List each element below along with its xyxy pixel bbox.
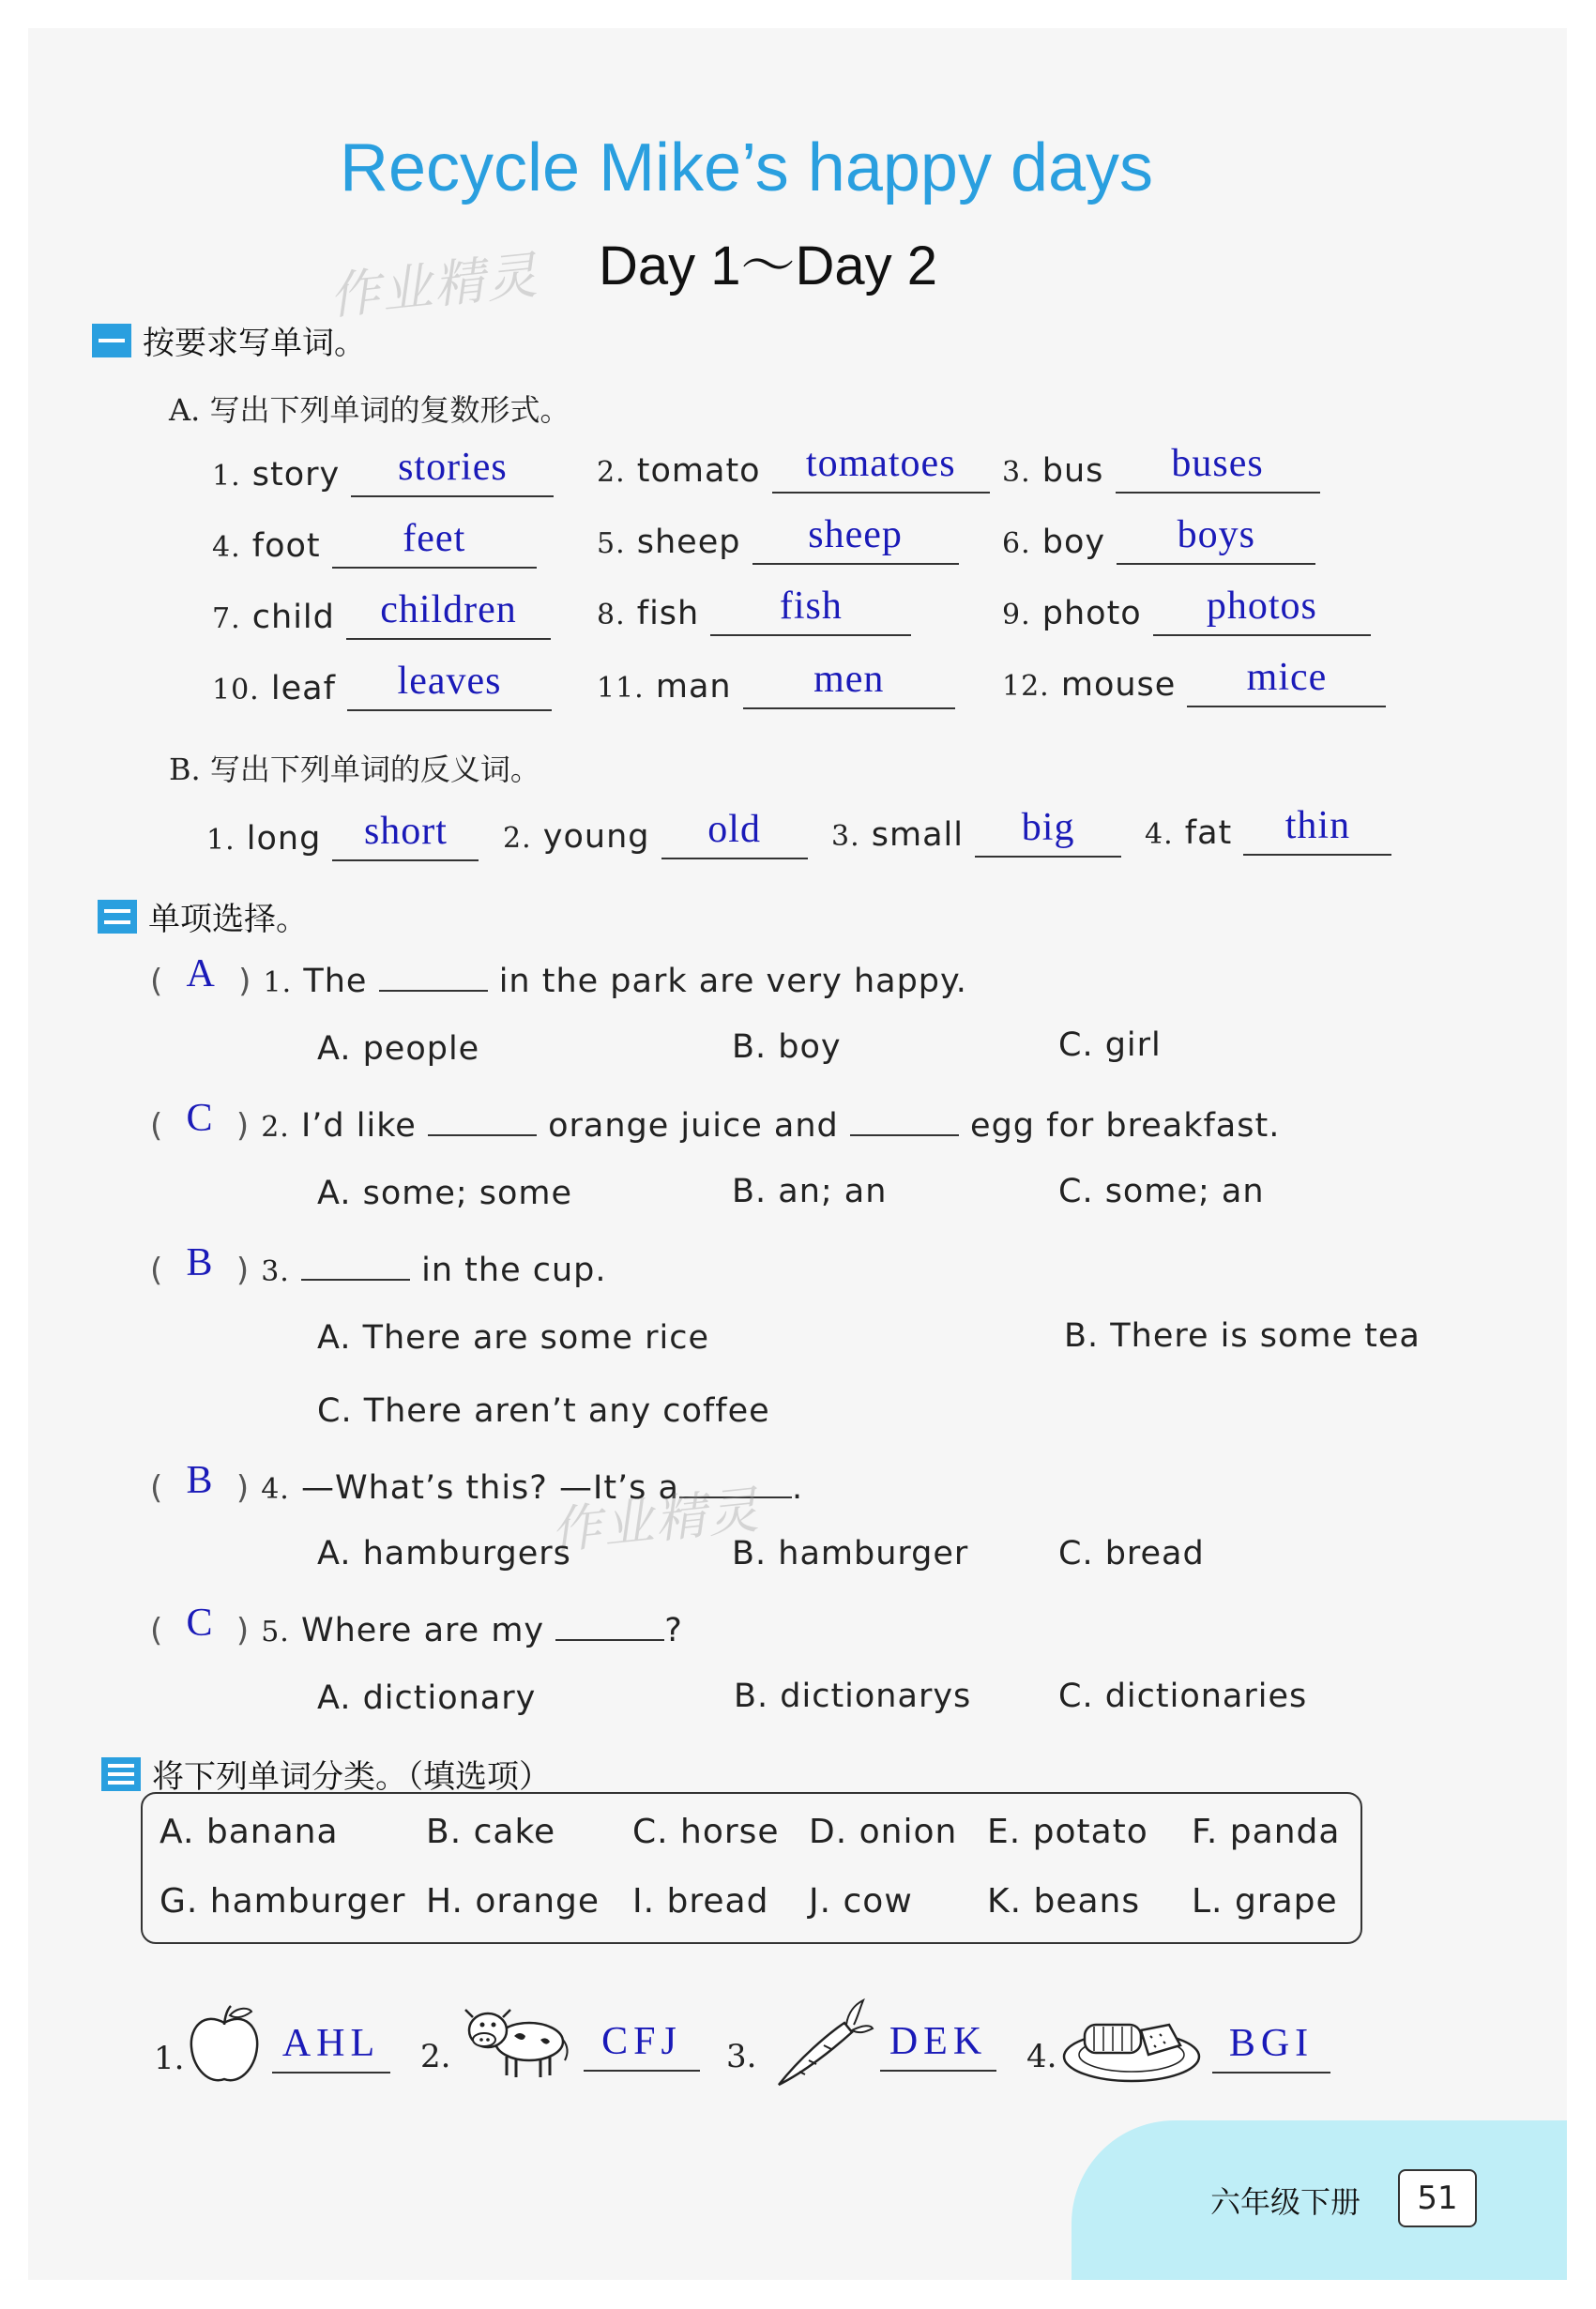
option-b: B. hamburger (732, 1535, 969, 1572)
word-bank-item: G. hamburger (160, 1882, 406, 1921)
plural-item: 1. story stories (212, 450, 554, 497)
plural-item: 5. sheep sheep (597, 518, 959, 565)
carrot-icon (771, 1997, 874, 2090)
answer-text: photos (1206, 585, 1317, 628)
answer-text: CFJ (601, 2020, 682, 2063)
word-bank-item: A. banana (160, 1813, 339, 1851)
option-c: C. girl (1058, 1026, 1162, 1064)
plural-item: 9. photo photos (1002, 589, 1371, 636)
grade-label: 六年级下册 (1210, 2184, 1361, 2220)
answer-text: children (380, 588, 517, 631)
question-3: ( B ) 3. in the cup. (150, 1241, 607, 1289)
option-b: B. an; an (732, 1173, 888, 1210)
plural-item: 12. mouse mice (1002, 661, 1386, 707)
word-bank-item: H. orange (426, 1882, 600, 1921)
page-number: 51 (1398, 2169, 1477, 2227)
answer-text: short (363, 810, 448, 853)
question-1: ( A ) 1. The in the park are very happy. (150, 952, 967, 1000)
page-subtitle: Day 1～Day 2 (599, 235, 938, 296)
category-number: 1. (154, 2040, 185, 2077)
category-number: 2. (420, 2038, 451, 2075)
plural-item: 3. bus buses (1002, 447, 1320, 494)
answer-text: A (186, 952, 216, 995)
option-b: B. There is some tea (1064, 1317, 1421, 1355)
answer-text: big (1021, 806, 1075, 849)
antonym-item: 1. long short (206, 814, 479, 861)
answer-text: buses (1171, 442, 1264, 485)
option-a: A. There are some rice (317, 1319, 709, 1357)
section-1-number-icon (92, 324, 131, 357)
answer-text: BGI (1228, 2022, 1315, 2065)
option-c: C. dictionaries (1058, 1678, 1308, 1715)
category-answer-blank (1212, 2022, 1330, 2074)
section-2-heading: 单项选择。 (98, 893, 308, 939)
section-3-number-icon (101, 1757, 141, 1791)
answer-text: mice (1246, 656, 1328, 699)
plural-item: 2. tomato tomatoes (597, 447, 990, 494)
question-5: ( C ) 5. Where are my ? (150, 1602, 683, 1649)
answer-text: thin (1284, 804, 1351, 847)
section-2-number-icon (98, 900, 137, 934)
answer-text: old (707, 808, 761, 851)
answer-text: sheep (808, 513, 903, 556)
answer-text: boys (1177, 513, 1255, 556)
answer-text: AHL (281, 2022, 381, 2065)
answer-text: DEK (889, 2020, 988, 2063)
antonym-item: 4. fat thin (1145, 809, 1391, 856)
plural-item: 11. man men (597, 662, 955, 709)
word-bank-item: B. cake (426, 1813, 556, 1851)
answer-text: B (186, 1241, 214, 1284)
answer-text: B (186, 1459, 214, 1502)
word-bank-item: D. onion (809, 1813, 958, 1851)
answer-text: men (813, 658, 885, 701)
plural-item: 8. fish fish (597, 589, 911, 636)
part-a-instruction: A. 写出下列单词的复数形式。 (169, 392, 570, 428)
answer-text: stories (398, 446, 508, 489)
word-bank-item: L. grape (1192, 1882, 1338, 1921)
section-1-heading: 按要求写单词。 (92, 317, 366, 363)
category-number: 3. (726, 2038, 757, 2075)
answer-text: C (186, 1097, 214, 1140)
word-bank-item: F. panda (1192, 1813, 1341, 1851)
apple-icon (186, 2002, 263, 2089)
bread-plate-icon (1060, 2008, 1203, 2085)
antonym-item: 2. young old (503, 813, 808, 859)
option-c: C. bread (1058, 1535, 1205, 1572)
category-answer-blank (272, 2022, 390, 2074)
part-b-instruction: B. 写出下列单词的反义词。 (169, 752, 540, 787)
answer-text: C (186, 1602, 214, 1645)
answer-text: feet (403, 517, 466, 560)
plural-item: 10. leaf leaves (212, 664, 552, 711)
category-answer-blank (880, 2020, 996, 2072)
watermark: 作业精灵 (326, 245, 542, 327)
word-bank-item: E. potato (987, 1813, 1148, 1851)
page-footer (1072, 2120, 1567, 2280)
category-number: 4. (1026, 2038, 1057, 2075)
plural-item: 7. child children (212, 593, 551, 640)
cow-icon (460, 1998, 572, 2085)
answer-text: tomatoes (805, 442, 956, 485)
option-a: A. people (317, 1030, 480, 1068)
option-a: A. hamburgers (317, 1535, 571, 1572)
word-bank-item: K. beans (987, 1882, 1141, 1921)
option-b: B. boy (732, 1028, 842, 1066)
answer-text: fish (779, 585, 843, 628)
word-bank-item: I. bread (632, 1882, 769, 1921)
plural-item: 6. boy boys (1002, 518, 1315, 565)
watermark: 作业精灵 (547, 1480, 764, 1561)
word-bank-item: C. horse (632, 1813, 780, 1851)
answer-text: leaves (397, 660, 502, 703)
option-a: A. some; some (317, 1175, 573, 1212)
page-title: Recycle Mike’s happy days (340, 130, 1154, 205)
option-c: C. There aren’t any coffee (317, 1392, 770, 1430)
option-c: C. some; an (1058, 1173, 1265, 1210)
category-answer-blank (584, 2020, 700, 2072)
option-a: A. dictionary (317, 1679, 537, 1717)
word-bank-box (141, 1792, 1362, 1944)
question-4: ( B ) 4. —What’s this? —It’s a . (150, 1459, 804, 1507)
antonym-item: 3. small big (831, 811, 1121, 858)
word-bank-item: J. cow (809, 1882, 913, 1921)
section-3-heading: 将下列单词分类。（填选项） (101, 1751, 551, 1797)
question-2: ( C ) 2. I’d like orange juice and egg for breakfast. (150, 1097, 1281, 1145)
option-b: B. dictionarys (734, 1678, 972, 1715)
plural-item: 4. foot feet (212, 522, 537, 569)
